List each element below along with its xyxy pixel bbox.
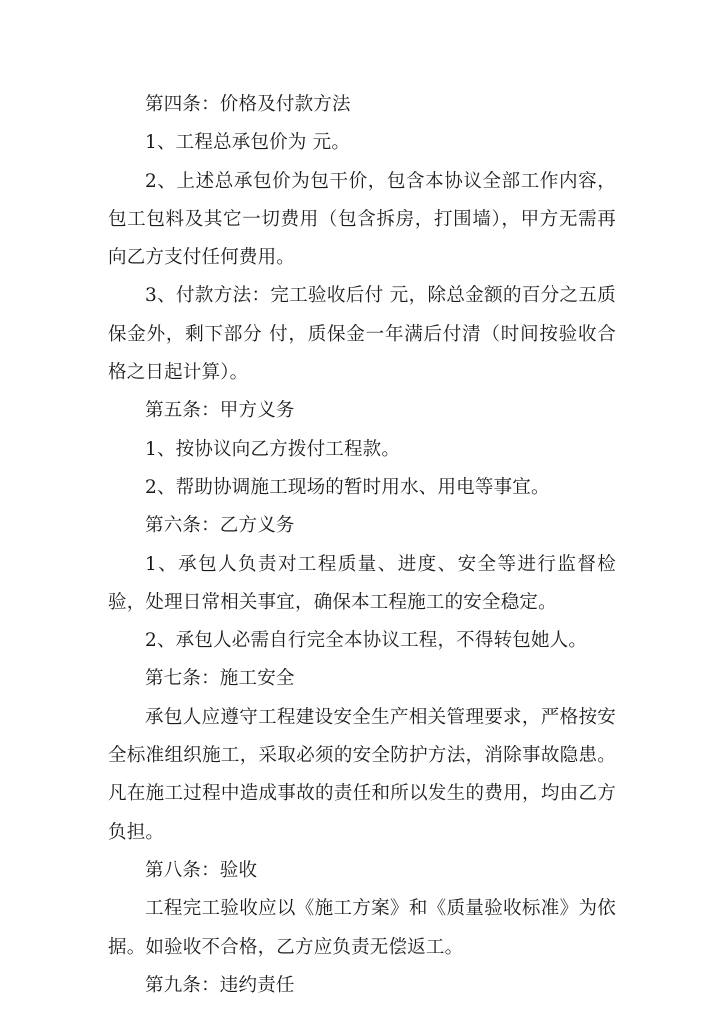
document-body <box>108 86 616 1005</box>
article-6-heading: 第六条：乙方义务 <box>145 515 295 537</box>
article-6-clause-1: 1、承包人负责对工程质量、进度、安全等进行监督检验，处理日常相关事宜，确保本工程施工的安全稳定。 <box>108 553 616 613</box>
article-5-clause-2: 2、帮助协调施工现场的暂时用水、用电等事宜。 <box>145 476 550 498</box>
article-4-clause-3: 3、付款方法：完工验收后付 元，除总金额的百分之五质保金外，剩下部分 付，质保金一年满后付清（时间按验收合格之日起计算）。 <box>108 285 616 384</box>
article-8-body: 工程完工验收应以《施工方案》和《质量验收标准》为依据。如验收不合格，乙方应负责无偿返工。 <box>108 898 616 958</box>
article-9-heading: 第九条：违约责任 <box>145 974 295 996</box>
article-4-clause-2: 2、上述总承包价为包干价，包含本协议全部工作内容，包工包料及其它一切费用（包含拆房，打围墙），甲方无需再向乙方支付任何费用。 <box>108 170 616 269</box>
article-5-clause-1: 1、按协议向乙方拨付工程款。 <box>145 438 401 460</box>
article-7-body: 承包人应遵守工程建设安全生产相关管理要求，严格按安全标准组织施工，采取必须的安全防护方法，消除事故隐患。凡在施工过程中造成事故的责任和所以发生的费用，均由乙方负担。 <box>108 706 616 843</box>
article-5-heading: 第五条：甲方义务 <box>145 400 295 422</box>
article-8-heading: 第八条：验收 <box>145 859 258 881</box>
article-7-heading: 第七条：施工安全 <box>145 668 295 690</box>
article-4-clause-1: 1、工程总承包价为 元。 <box>145 132 351 154</box>
article-6-clause-2: 2、承包人必需自行完全本协议工程，不得转包她人。 <box>145 630 588 652</box>
article-4-heading: 第四条：价格及付款方法 <box>145 94 351 115</box>
